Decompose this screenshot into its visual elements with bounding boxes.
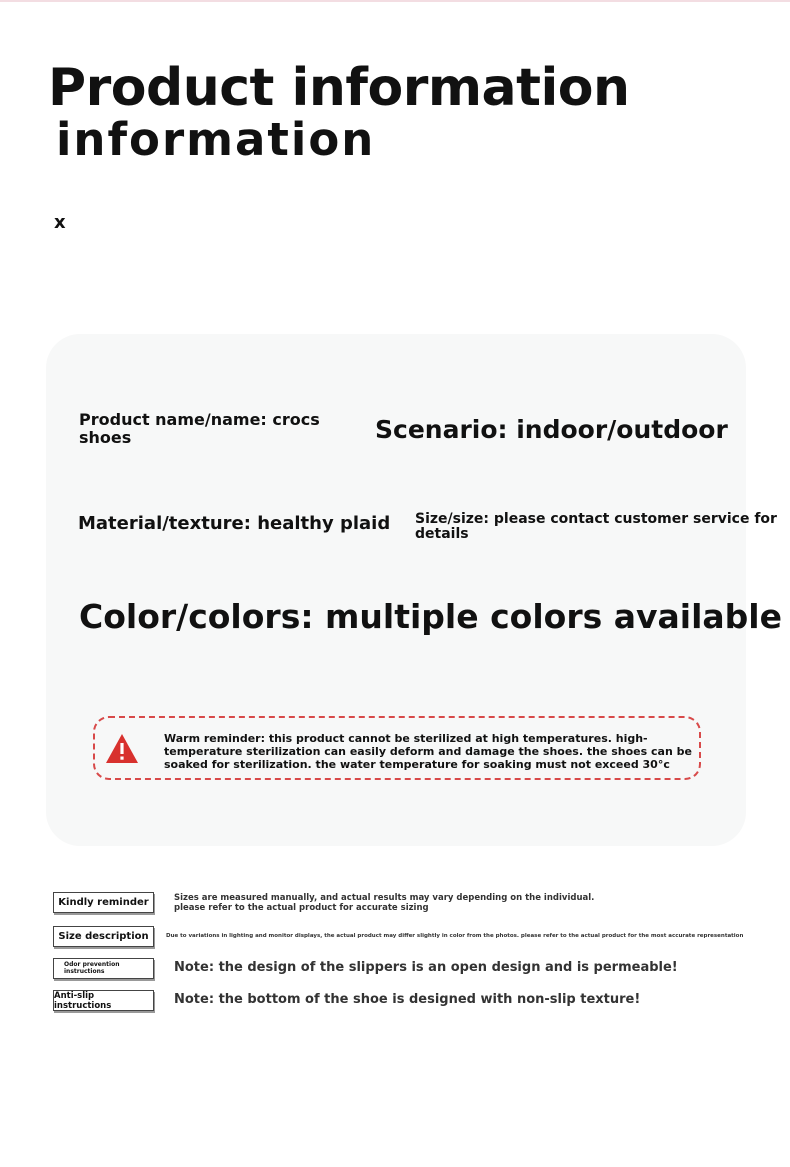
note-anti-slip: Note: the bottom of the shoe is designed with non-slip texture! xyxy=(174,992,641,1007)
top-divider xyxy=(0,0,790,2)
material: Material/texture: healthy plaid xyxy=(78,513,391,534)
note-odor-prevention: Note: the design of the slippers is an open design and is permeable! xyxy=(174,960,678,975)
x-mark: x xyxy=(54,212,66,233)
product-name: Product name/name: crocs shoes xyxy=(79,410,320,447)
page-subtitle: information xyxy=(56,113,376,166)
warning-triangle-icon xyxy=(104,732,140,766)
tag-anti-slip: Anti-slip instructions xyxy=(53,990,154,1011)
warning-box xyxy=(93,716,701,780)
note-kindly-reminder: Sizes are measured manually, and actual results may vary depending on the individual. please refer to the actual product for accurate sizing xyxy=(174,893,595,913)
size-info: Size/size: please contact customer service for details xyxy=(415,511,777,543)
tag-kindly-reminder: Kindly reminder xyxy=(53,892,154,913)
note-size-description: Due to variations in lighting and monitor displays, the actual product may differ slightly in color from the photos. please refer to the actual product for the most accurate representation xyxy=(166,933,744,939)
color-info: Color/colors: multiple colors available xyxy=(79,597,782,636)
page-title: Product information xyxy=(48,58,630,118)
scenario: Scenario: indoor/outdoor xyxy=(375,415,728,444)
warning-text: Warm reminder: this product cannot be sterilized at high temperatures. high-temperature sterilization can easily deform and damage the shoes. the shoes can be soaked for sterilization. the water temperature for soaking must not exceed 30°c xyxy=(164,732,692,772)
tag-odor-prevention: Odor prevention instructions xyxy=(53,958,154,979)
tag-size-description: Size description xyxy=(53,926,154,947)
